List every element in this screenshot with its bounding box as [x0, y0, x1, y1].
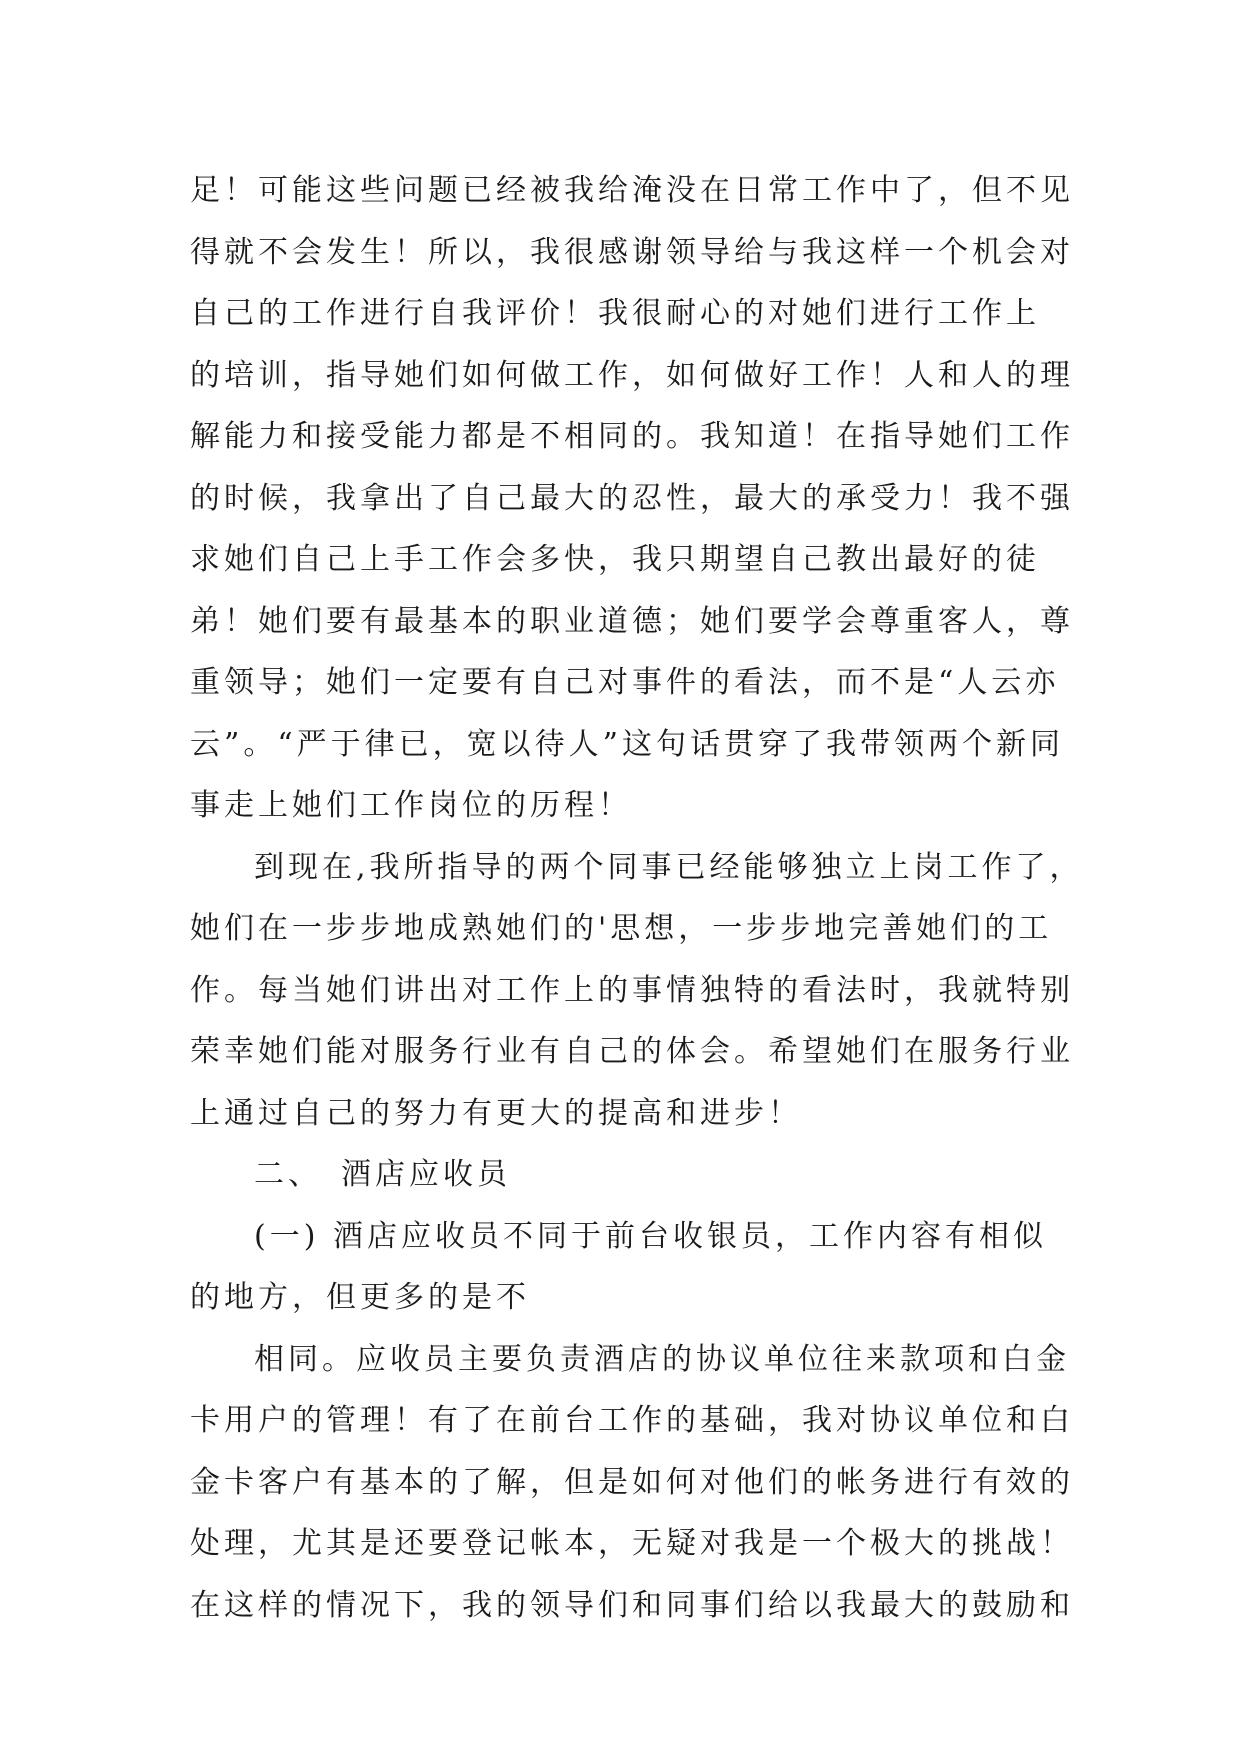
text-line: 自己的工作进行自我评价！我很耐心的对她们进行工作上: [190, 296, 1040, 331]
text-line: 荣幸她们能对服务行业有自己的体会。希望她们在服务行业: [190, 1034, 1074, 1069]
section-heading: 二、 酒店应收员: [254, 1157, 511, 1192]
text-line: 卡用户的管理！有了在前台工作的基础，我对协议单位和白: [190, 1403, 1074, 1438]
text-line: 的时候，我拿出了自己最大的忍性，最大的承受力！我不强: [190, 480, 1074, 516]
text-line: 上通过自己的努力有更大的提高和进步！: [190, 1095, 802, 1131]
text-line: 相同。应收员主要负责酒店的协议单位往来款项和白金: [254, 1341, 1070, 1377]
text-line: 重领导；她们一定要有自己对事件的看法，而不是“人云亦: [190, 665, 1060, 700]
text-line: 解能力和接受能力都是不相同的。我知道！在指导她们工作: [190, 419, 1074, 454]
text-line: 事走上她们工作岗位的历程！: [190, 788, 632, 823]
text-line: 到现在,我所指导的两个同事已经能够独立上岗工作了，: [254, 849, 1084, 885]
text-line: 得就不会发生！所以，我很感谢领导给与我这样一个机会对: [190, 234, 1074, 270]
text-line: 的地方，但更多的是不: [190, 1280, 530, 1315]
text-line: 金卡客户有基本的了解，但是如何对他们的帐务进行有效的: [190, 1464, 1074, 1500]
text-line: 在这样的情况下，我的领导们和同事们给以我最大的鼓励和: [190, 1587, 1074, 1623]
text-line: 处理，尤其是还要登记帐本，无疑对我是一个极大的挑战！: [190, 1526, 1074, 1561]
text-line: 作。每当她们讲出对工作上的事情独特的看法时，我就特别: [190, 972, 1074, 1008]
document-body: [190, 160, 1084, 1636]
text-line: (一) 酒店应收员不同于前台收银员，工作内容有相似: [254, 1218, 1047, 1254]
text-line: 足！可能这些问题已经被我给淹没在日常工作中了，但不见: [190, 173, 1074, 208]
text-line: 她们在一步步地成熟她们的'思想，一步步地完善她们的工: [190, 911, 1053, 946]
text-line: 的培训，指导她们如何做工作，如何做好工作！人和人的理: [190, 357, 1074, 393]
text-line: 云”。“严于律已，宽以待人”这句话贯穿了我带领两个新同: [190, 726, 1065, 762]
text-line: 求她们自己上手工作会多快，我只期望自己教出最好的徒: [190, 542, 1040, 577]
text-line: 弟！她们要有最基本的职业道德；她们要学会尊重客人，尊: [190, 603, 1074, 639]
